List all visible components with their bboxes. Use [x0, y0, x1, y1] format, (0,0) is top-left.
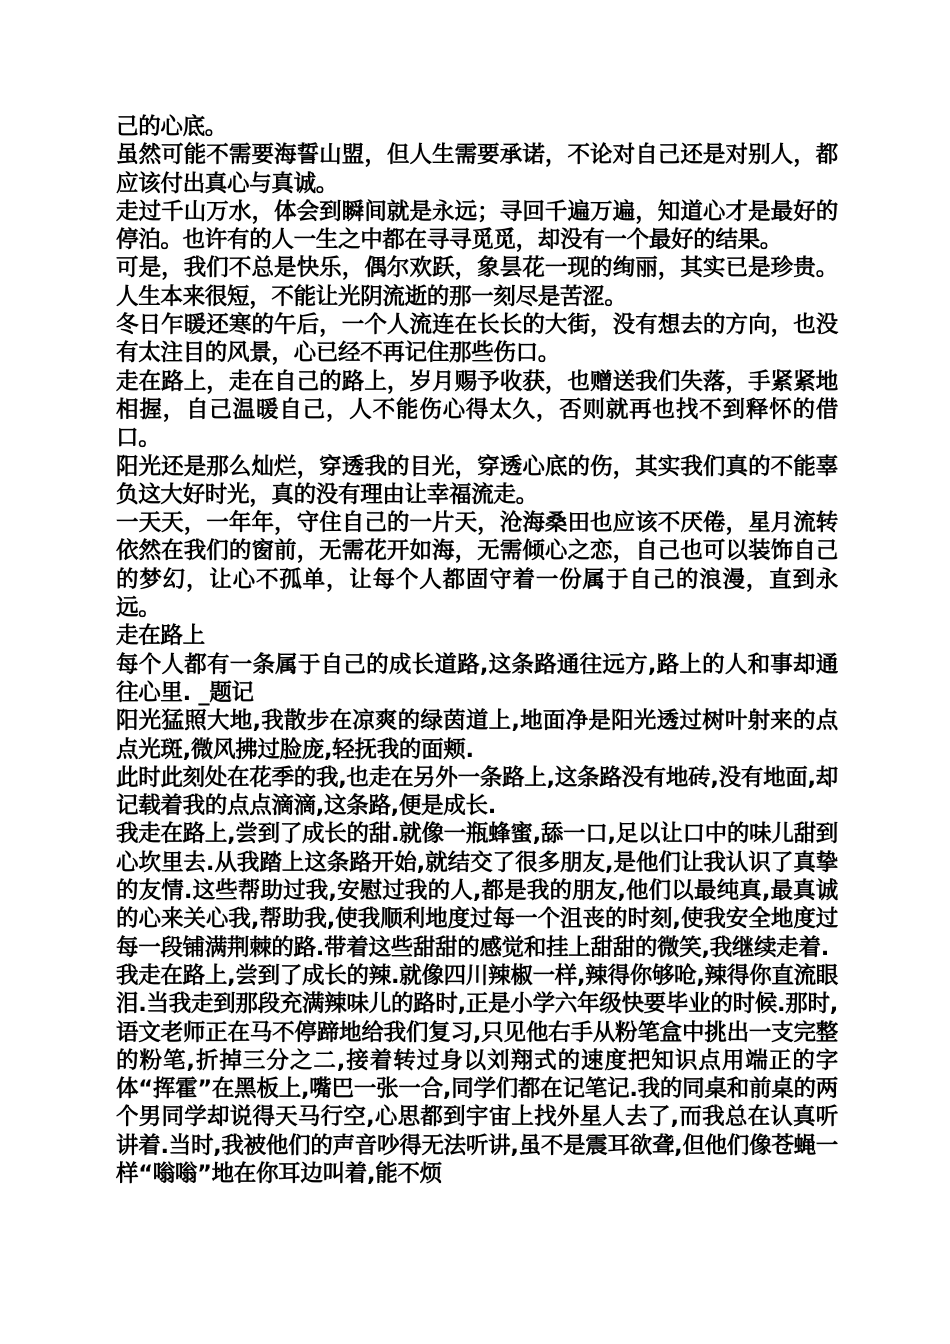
- paragraph-2: 虽然可能不需要海誓山盟，但人生需要承诺，不论对自己还是对别人，都应该付出真心与真诚。: [116, 142, 838, 197]
- paragraph-14: 我走在路上,尝到了成长的辣.就像四川辣椒一样,辣得你够呛,辣得你直流眼泪.当我走到那段充满辣味儿的路时,正是小学六年级快要毕业的时候.那时,语文老师正在马不停蹄地给我们复习,只见他右手从粉笔盒中挑出一支完整的粉笔,折掉三分之二,接着转过身以刘翔式的速度把知识点用端正的字体“挥霍”在黑板上,嘴巴一张一合,同学们都在记笔记.我的同桌和前桌的两个男同学却说得天马行空,心思都到宇宙上找外星人去了,而我总在认真听讲着.当时,我被他们的声音吵得无法听讲,虽不是震耳欲聋,但他们像苍蝇一样“嗡嗡”地在你耳边叫着,能不烦: [116, 962, 838, 1187]
- paragraph-8: 一天天，一年年，守住自己的一片天，沧海桑田也应该不厌倦，星月流转依然在我们的窗前，无需花开如海，无需倾心之恋，自己也可以装饰自己的梦幻，让心不孤单，让每个人都固守着一份属于自己的浪漫，直到永远。: [116, 510, 838, 622]
- section-title: 走在路上: [116, 623, 205, 650]
- paragraph-6: 走在路上，走在自己的路上，岁月赐予收获，也赠送我们失落，手紧紧地相握，自己温暖自己，人不能伤心得太久，否则就再也找不到释怀的借口。: [116, 368, 838, 452]
- article-body: [116, 113, 838, 1188]
- paragraph-7: 阳光还是那么灿烂，穿透我的目光，穿透心底的伤，其实我们真的不能辜负这大好时光，真的没有理由让幸福流走。: [116, 453, 838, 508]
- paragraph-4: 可是，我们不总是快乐，偶尔欢跃，象昙花一现的绚丽，其实已是珍贵。人生本来很短，不能让光阴流逝的那一刻尽是苦涩。: [116, 255, 838, 310]
- paragraph-3: 走过千山万水，体会到瞬间就是永远；寻回千遍万遍，知道心才是最好的停泊。也许有的人一生之中都在寻寻觅觅，却没有一个最好的结果。: [116, 198, 838, 254]
- paragraph-1: 己的心底。: [116, 114, 228, 140]
- paragraph-epigraph: 每个人都有一条属于自己的成长道路,这条路通往远方,路上的人和事却通往心里. _题记: [116, 651, 838, 706]
- paragraph-12: 此时此刻处在花季的我,也走在另外一条路上,这条路没有地砖,没有地面,却记载着我的点点滴滴,这条路,便是成长.: [116, 764, 838, 820]
- paragraph-5: 冬日乍暖还寒的午后，一个人流连在长长的大街，没有想去的方向，也没有太注目的风景，心已经不再记住那些伤口。: [116, 312, 838, 367]
- paragraph-13: 我走在路上,尝到了成长的甜.就像一瓶蜂蜜,舔一口,足以让口中的味儿甜到心坎里去.从我踏上这条路开始,就结交了很多朋友,是他们让我认识了真挚的友情.这些帮助过我,安慰过我的人,都是我的朋友,他们以最纯真,最真诚的心来关心我,帮助我,使我顺利地度过每一个沮丧的时刻,使我安全地度过每一段铺满荆棘的路.带着这些甜甜的感觉和挂上甜甜的微笑,我继续走着.: [116, 821, 838, 961]
- paragraph-11: 阳光猛照大地,我散步在凉爽的绿茵道上,地面净是阳光透过树叶射来的点点光斑,微风拂过脸庞,轻抚我的面颊.: [116, 708, 838, 763]
